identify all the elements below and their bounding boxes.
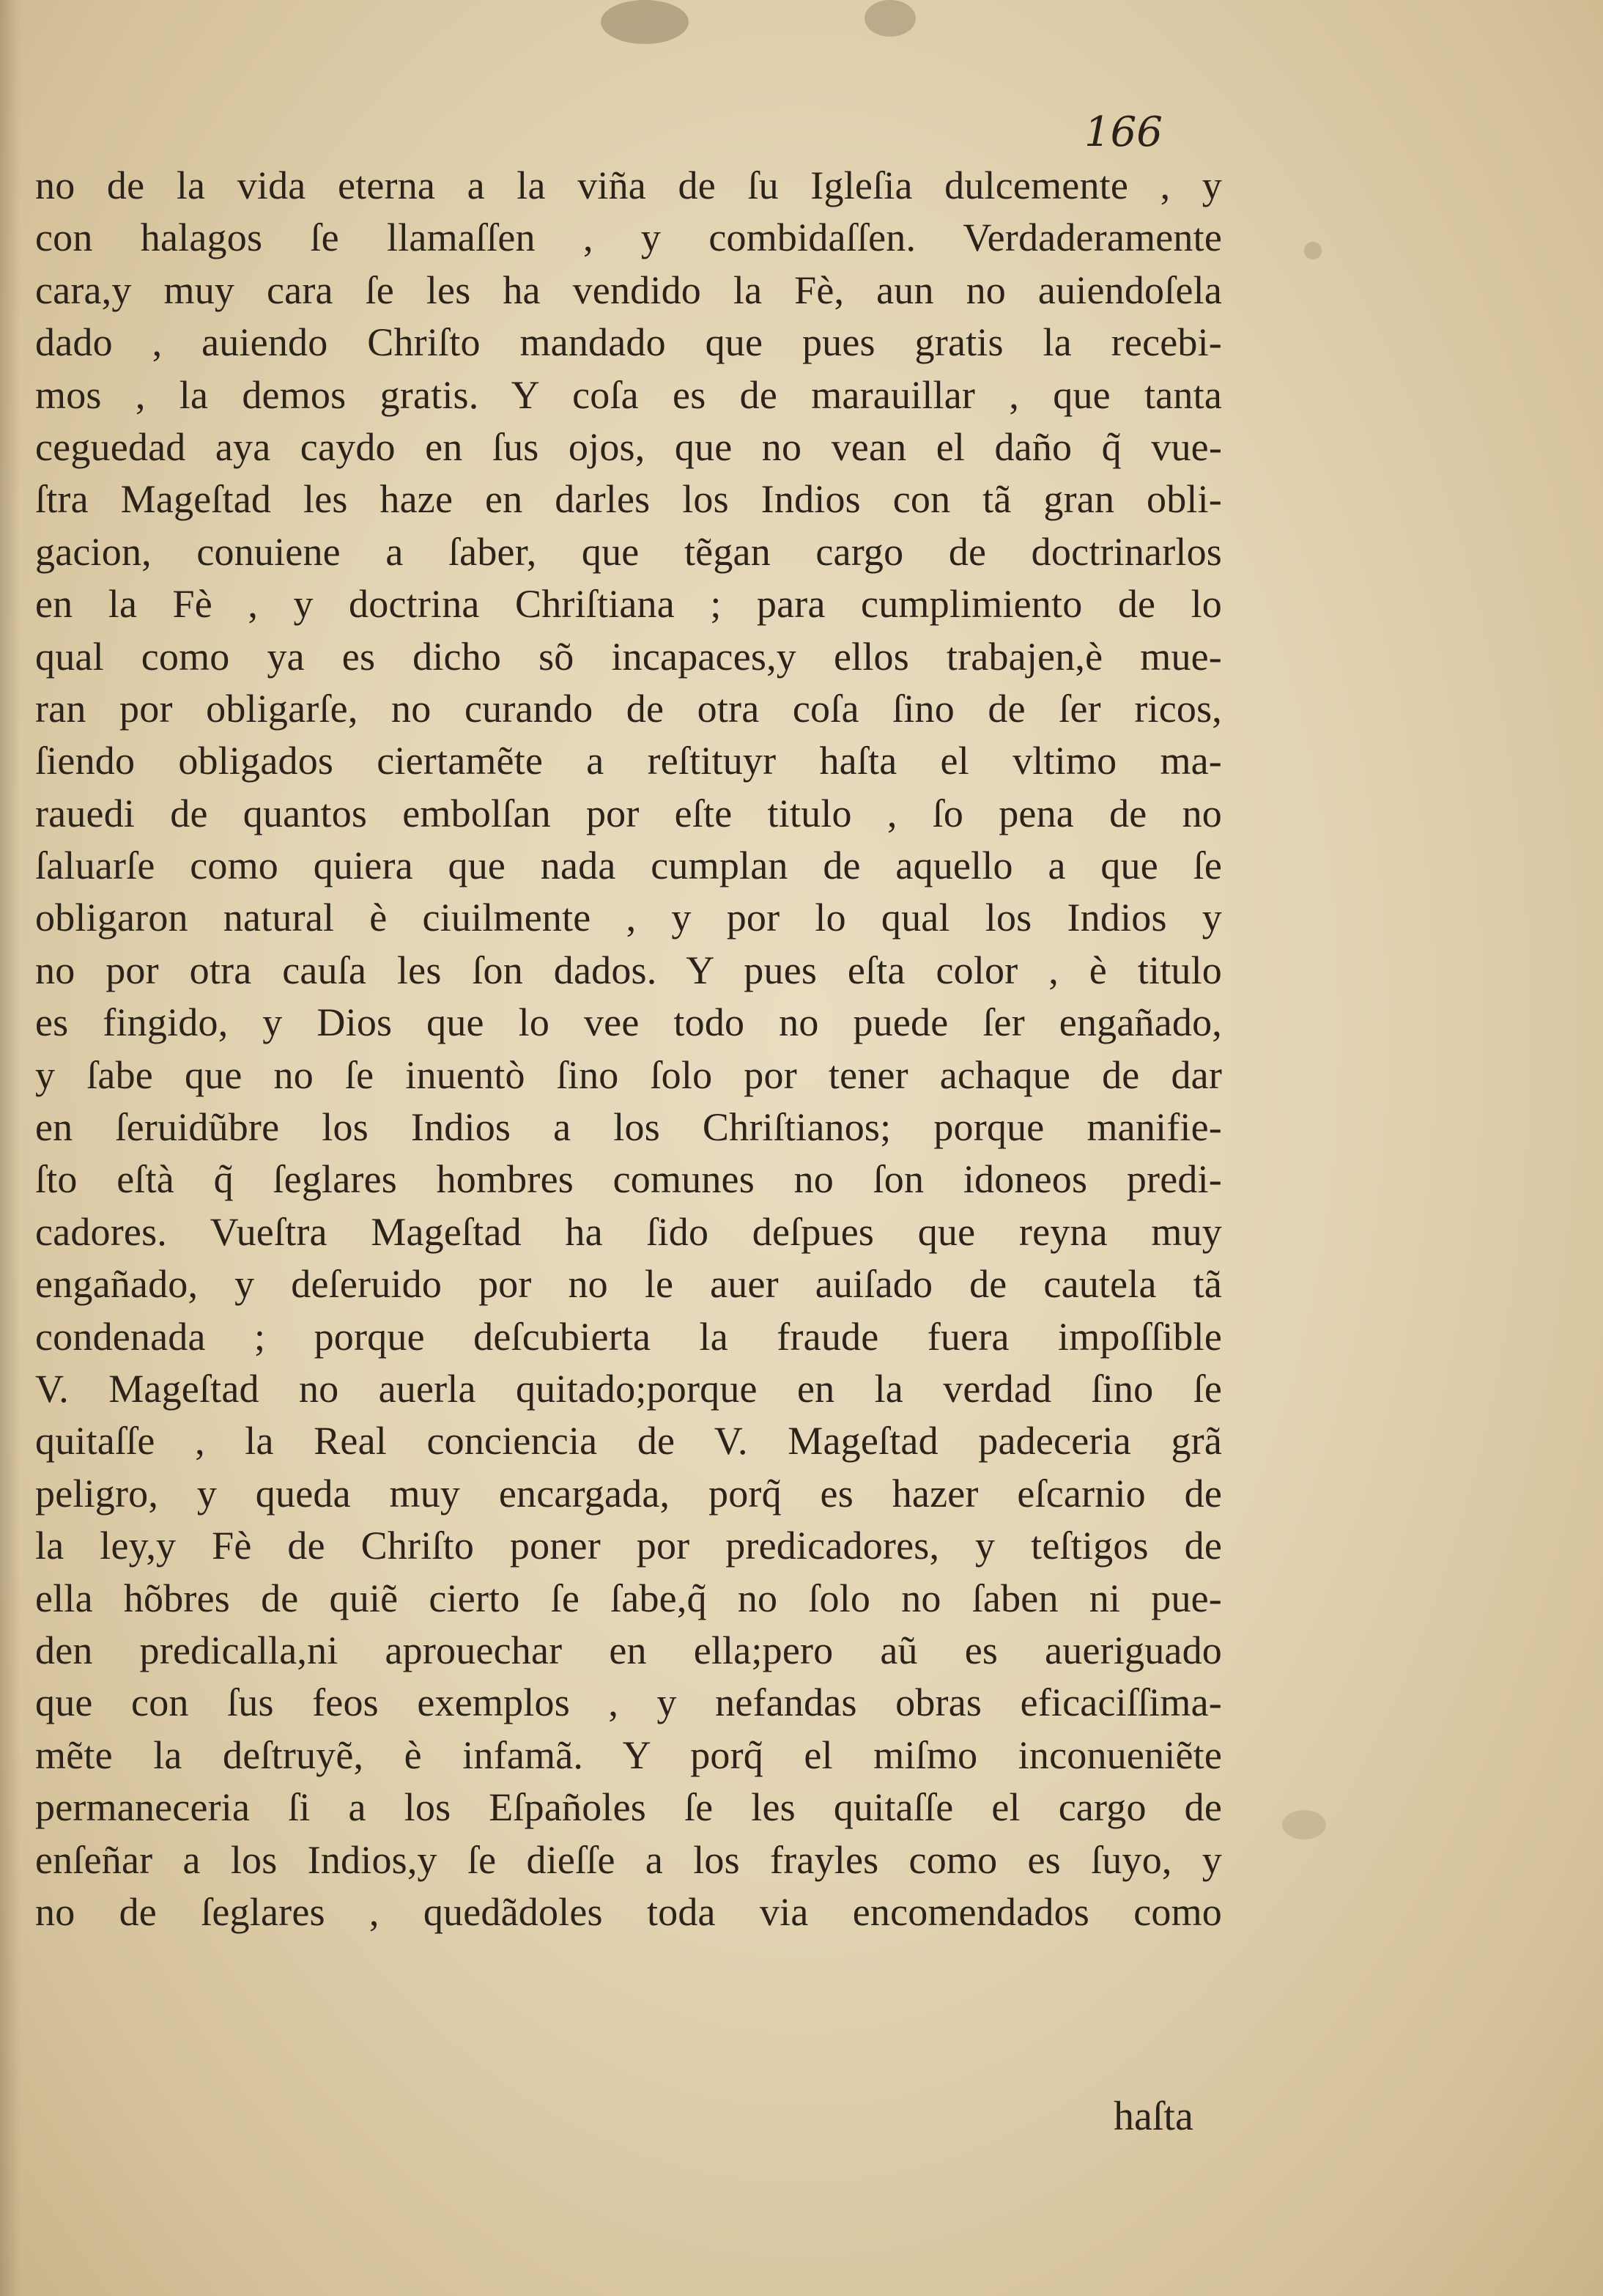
text-line: que con ſus feos exemplos , y nefandas obras eficaciſſima- — [35, 1680, 1222, 1725]
text-line: ſaluarſe como quiera que nada cumplan de aquello a que ſe — [35, 844, 1222, 888]
page-number: 166 — [1084, 108, 1163, 156]
gutter-shadow — [0, 0, 21, 2296]
text-line: rauedi de quantos embolſan por eſte titulo , ſo pena de no — [35, 791, 1222, 835]
body-text — [35, 160, 1222, 1938]
text-line: qual como ya es dicho sõ incapaces,y ellos trabajen,è mue- — [35, 634, 1222, 679]
text-line: mos , la demos gratis. Y coſa es de marauillar , que tanta — [35, 372, 1222, 417]
text-line: ſto eſtà q̃ ſeglares hombres comunes no ſon idoneos predi- — [35, 1157, 1222, 1202]
text-line: permaneceria ſi a los Eſpañoles ſe les quitaſſe el cargo de — [35, 1785, 1222, 1830]
text-line: ella hõbres de quiẽ cierto ſe ſabe,q̃ no ſolo no ſaben ni pue- — [35, 1576, 1222, 1620]
text-line: ſiendo obligados ciertamẽte a reſtituyr haſta el vltimo ma- — [35, 739, 1222, 783]
text-line: con halagos ſe llamaſſen , y combidaſſen. Verdaderamente — [35, 215, 1222, 260]
text-line: no de la vida eterna a la viña de ſu Igleſia dulcemente , y — [35, 163, 1222, 207]
text-line: en la Fè , y doctrina Chriſtiana ; para cumplimiento de lo — [35, 582, 1222, 627]
text-line: mẽte la deſtruyẽ, è infamã. Y porq̃ el miſmo inconueniẽte — [35, 1732, 1222, 1777]
text-line: den predicalla,ni aprouechar en ella;pero aũ es aueriguado — [35, 1628, 1222, 1672]
text-line: y ſabe que no ſe inuentò ſino ſolo por tener achaque de dar — [35, 1052, 1222, 1097]
text-line: engañado, y deſeruido por no le auer auiſado de cautela tã — [35, 1262, 1222, 1307]
text-line: peligro, y queda muy encargada, porq̃ es hazer eſcarnio de — [35, 1471, 1222, 1516]
text-line: condenada ; porque deſcubierta la fraude fuera impoſſible — [35, 1314, 1222, 1359]
paper-stain — [1282, 1810, 1326, 1839]
text-line: la ley,y Fè de Chriſto poner por predicadores, y teſtigos de — [35, 1524, 1222, 1568]
text-line: no por otra cauſa les ſon dados. Y pues eſta color , è titulo — [35, 948, 1222, 992]
text-line: es fingido, y Dios que lo vee todo no puede ſer engañado, — [35, 1000, 1222, 1045]
text-line: cara,y muy cara ſe les ha vendido la Fè, aun no auiendoſela — [35, 267, 1222, 312]
text-line: enſeñar a los Indios,y ſe dieſſe a los frayles como es ſuyo, y — [35, 1837, 1222, 1882]
text-line: V. Mageſtad no auerla quitado;porque en la verdad ſino ſe — [35, 1366, 1222, 1411]
catchword: haſta — [1114, 2094, 1193, 2139]
text-line: cadores. Vueſtra Mageſtad ha ſido deſpues que reyna muy — [35, 1209, 1222, 1254]
text-line: dado , auiendo Chriſto mandado que pues gratis la recebi- — [35, 320, 1222, 365]
text-line: ſtra Mageſtad les haze en darles los Indios con tã gran obli- — [35, 477, 1222, 522]
paper-stain — [1304, 242, 1322, 259]
text-line: gacion, conuiene a ſaber, que tẽgan cargo de doctrinarlos — [35, 529, 1222, 574]
text-line: no de ſeglares , quedãdoles toda via encomendados como — [35, 1889, 1222, 1934]
text-line: quitaſſe , la Real conciencia de V. Mageſtad padeceria grã — [35, 1419, 1222, 1463]
text-line: ceguedad aya caydo en ſus ojos, que no vean el daño q̃ vue- — [35, 424, 1222, 469]
paper-stain — [865, 0, 916, 37]
text-line: obligaron natural è ciuilmente , y por lo qual los Indios y — [35, 896, 1222, 940]
text-line: en ſeruidũbre los Indios a los Chriſtianos; porque manifie- — [35, 1105, 1222, 1150]
text-line: ran por obligarſe, no curando de otra coſa ſino de ſer ricos, — [35, 686, 1222, 731]
paper-stain — [601, 0, 689, 44]
